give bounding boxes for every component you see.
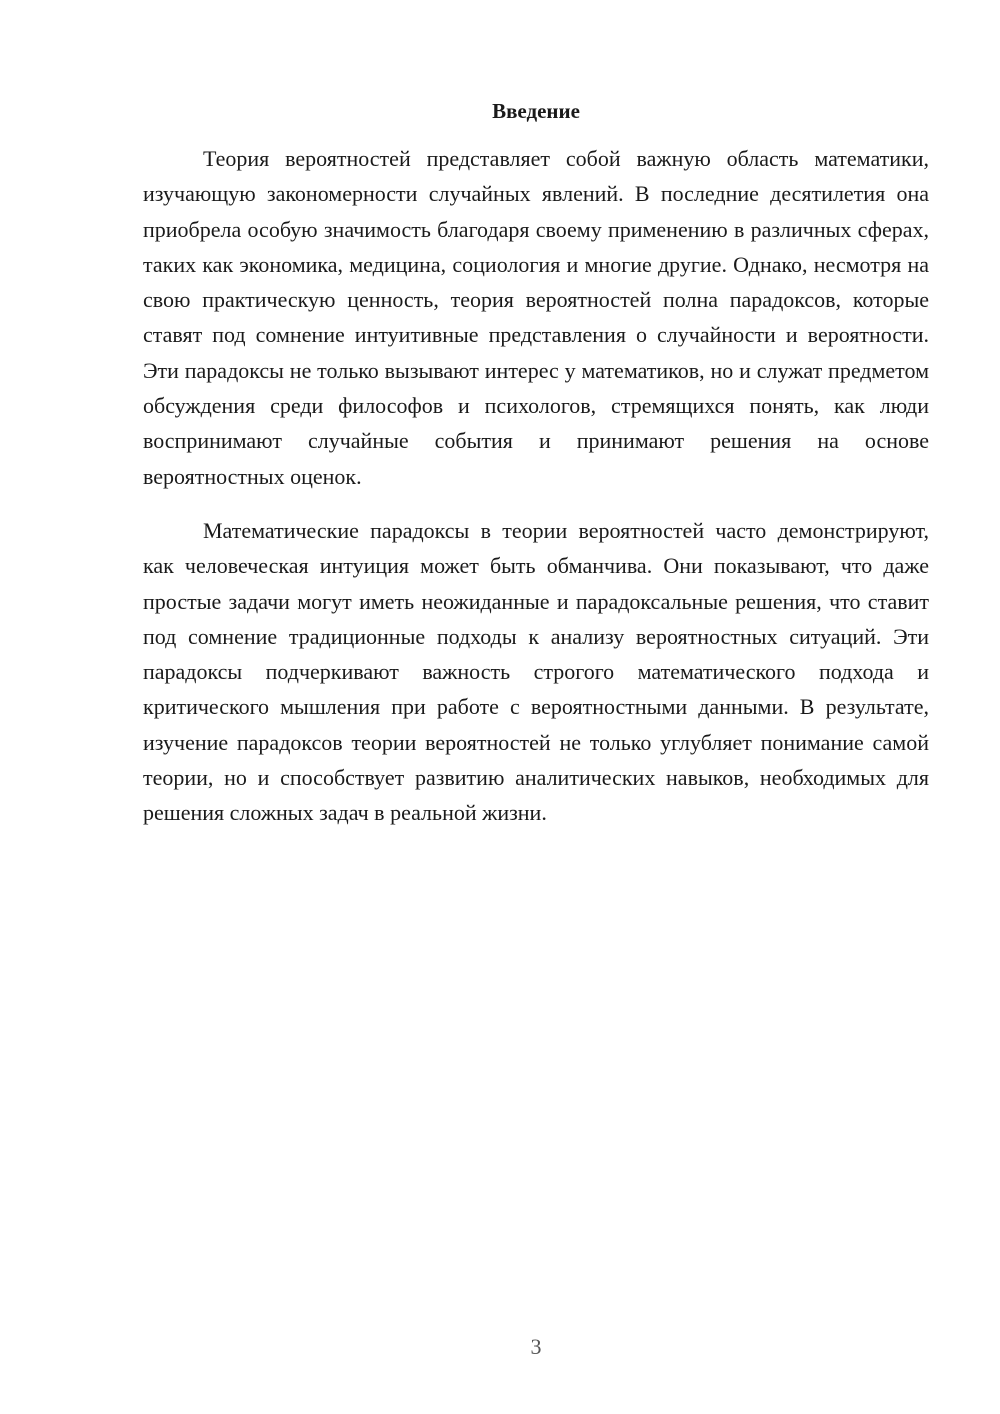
paragraph-paradoxes: Математические парадоксы в теории вероятностей часто демонстрируют, как человеческая интуиция может быть обманчива. Они показывают, что даже простые задачи могут иметь неожиданные и парадоксальные решения, что ставит под сомнение традиционные подходы к анализу вероятностных ситуаций. Эти парадоксы подчеркивают важность строгого математического подхода и критического мышления при работе с вероятностными данными. В результате, изучение парадоксов теории вероятностей не только углубляет понимание самой теории, но и способствует развитию аналитических навыков, необходимых для решения сложных задач в реальной жизни. [143,517,929,826]
page-content [143,97,929,831]
section-heading: Введение [492,99,580,123]
page-number: 3 [530,1334,542,1359]
paragraph-intro: Теория вероятностей представляет собой важную область математики, изучающую закономерности случайных явлений. В последние десятилетия она приобрела особую значимость благодаря своему применению в различных сферах, таких как экономика, медицина, социология и многие другие. Однако, несмотря на свою практическую ценность, теория вероятностей полна парадоксов, которые ставят под сомнение интуитивные представления о случайности и вероятности. Эти парадоксы не только вызывают интерес у математиков, но и служат предметом обсуждения среди философов и психологов, стремящихся понять, как люди воспринимают случайные события и принимают решения на основе вероятностных оценок. [143,146,929,489]
